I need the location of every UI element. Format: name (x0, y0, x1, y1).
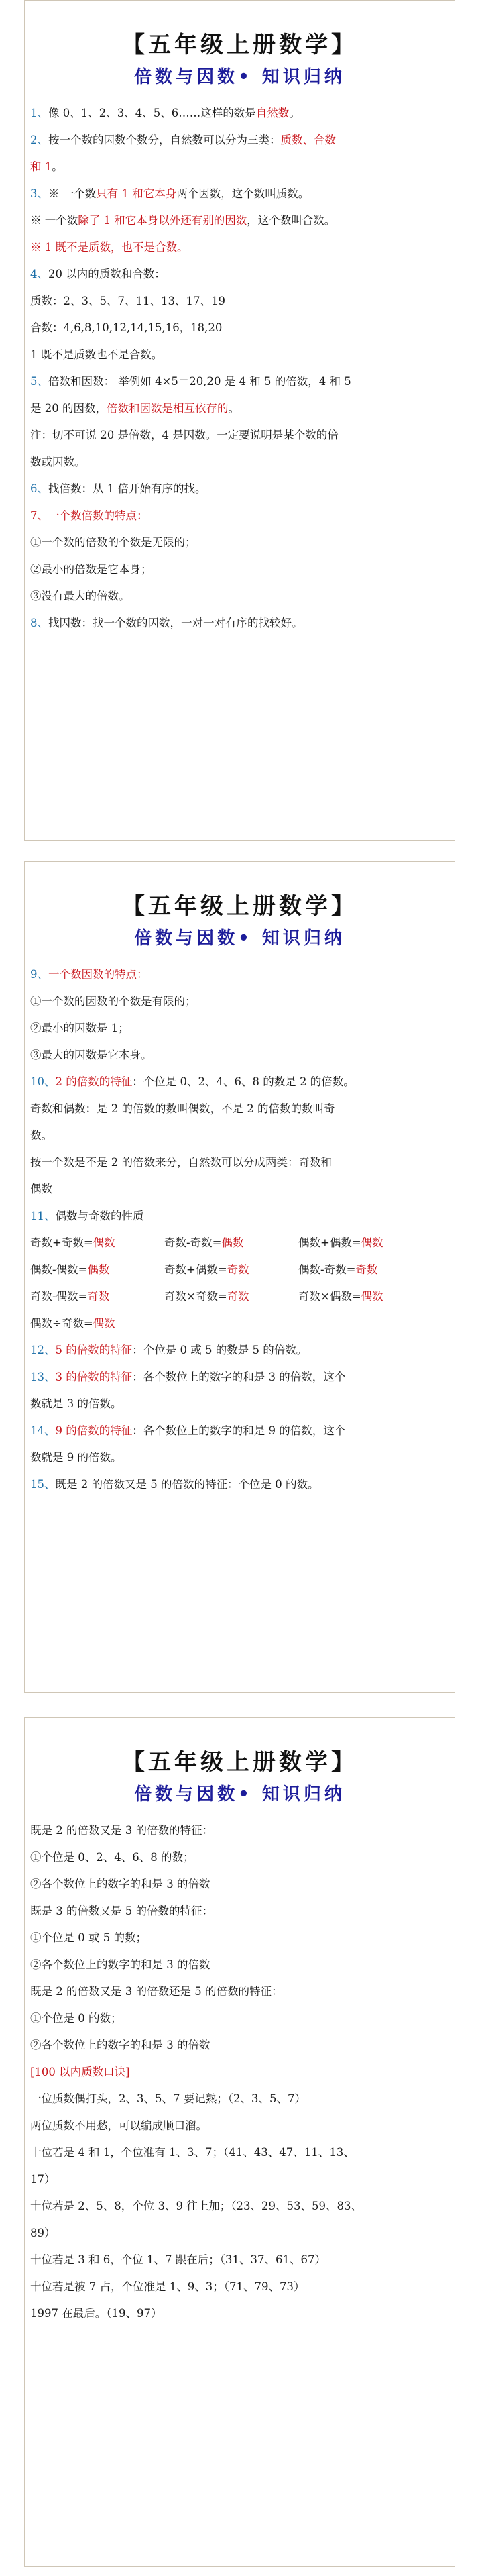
text-segment: ①个位是 0 或 5 的数； (30, 1931, 147, 1944)
highlight-text: 3 的倍数的特征 (55, 1371, 133, 1383)
text-segment: 既是 2 的倍数又是 3 的倍数的特征： (30, 1824, 213, 1837)
text-line (30, 207, 449, 234)
text-segment: 奇数×偶数= (298, 1290, 361, 1303)
property-cell (164, 1230, 298, 1256)
text-segment: 倍数和因数： 举例如 4×5＝20,20 是 4 和 5 的倍数，4 和 5 (48, 375, 351, 388)
text-segment: ②最小的倍数是它本身； (30, 563, 152, 576)
text-segment: 偶数-奇数= (298, 1263, 356, 1276)
text-line (30, 502, 449, 529)
item-number: 15、 (30, 1478, 56, 1491)
item-number: 11、 (30, 1210, 56, 1222)
text-segment: ：各个数位上的数字的和是 9 的倍数，这个 (132, 1424, 346, 1437)
card-subtitle: 倍数与因数• 知识归纳 (134, 1784, 345, 1805)
card-header (30, 862, 449, 952)
item-number: 6、 (30, 482, 48, 495)
text-segment: 偶数÷奇数= (30, 1317, 93, 1330)
text-segment: ※ 一个数 (48, 187, 97, 200)
text-segment: ②各个数位上的数字的和是 3 的倍数 (30, 2039, 210, 2051)
text-line (30, 2059, 449, 2086)
highlight-text: 除了 1 和它本身以外还有别的因数 (78, 214, 247, 227)
text-segment: 奇数-偶数= (30, 1290, 88, 1303)
card-body (30, 100, 449, 637)
text-segment: 既是 2 的倍数又是 3 的倍数还是 5 的倍数的特征： (30, 1985, 283, 1998)
highlight-text: [100 以内质数口诀] (30, 2065, 130, 2078)
property-row (30, 1256, 449, 1283)
text-line (30, 1817, 449, 1844)
text-segment: 一位质数偶打头，2、3、5、7 要记熟；（2、3、5、7） (30, 2092, 306, 2105)
text-line (30, 127, 449, 154)
text-segment: 偶数 (30, 1183, 52, 1195)
text-line (30, 2032, 449, 2059)
text-segment: 20 以内的质数和合数： (48, 268, 166, 280)
text-segment: ※ 一个数 (30, 214, 78, 227)
text-segment: ②最小的因数是 1； (30, 1022, 129, 1034)
item-number: 5、 (30, 375, 48, 388)
text-line (30, 556, 449, 583)
text-segment: 。 (228, 402, 239, 415)
text-segment: ③最大的因数是它本身。 (30, 1049, 152, 1061)
text-segment: 两位质数不用愁，可以编成顺口溜。 (30, 2119, 207, 2132)
item-number: 12、 (30, 1344, 56, 1356)
text-segment: 两个因数，这个数叫质数。 (176, 187, 310, 200)
text-segment: 89） (30, 2226, 56, 2239)
text-line (30, 529, 449, 556)
item-number: 4、 (30, 268, 48, 280)
item-number: 9、 (30, 968, 48, 981)
card-subtitle: 倍数与因数• 知识归纳 (134, 928, 345, 949)
text-line (30, 1471, 449, 1498)
property-cell (298, 1256, 432, 1283)
text-line (30, 1095, 449, 1122)
text-segment: 找倍数：从 1 倍开始有序的找。 (48, 482, 206, 495)
text-line (30, 2273, 449, 2300)
card-2 (24, 861, 455, 1693)
text-line (30, 988, 449, 1015)
text-segment: 十位若是 3 和 6，个位 1、7 跟在后；（31、37、61、67） (30, 2253, 326, 2266)
text-line (30, 583, 449, 610)
text-line (30, 1015, 449, 1042)
card-header (30, 1718, 449, 1808)
highlight-text: 只有 1 和它本身 (96, 187, 177, 200)
text-segment: 按一个数的因数个数分，自然数可以分为三类： (48, 133, 281, 146)
text-line (30, 2005, 449, 2032)
highlight-text: 奇数 (355, 1263, 378, 1276)
text-line (30, 476, 449, 502)
highlight-text: 7、一个数倍数的特点： (30, 509, 148, 522)
text-line (30, 1364, 449, 1391)
text-segment: 17） (30, 2173, 56, 2186)
property-cell (30, 1230, 164, 1256)
highlight-text: 偶数 (361, 1290, 383, 1303)
text-line (30, 2220, 449, 2247)
text-segment: 质数：2、3、5、7、11、13、17、19 (30, 294, 225, 307)
text-segment: 合数：4,6,8,10,12,14,15,16，18,20 (30, 321, 223, 334)
text-line (30, 1203, 449, 1230)
text-segment: 既是 2 的倍数又是 5 的倍数的特征：个位是 0 的数。 (55, 1478, 319, 1491)
text-line (30, 961, 449, 988)
text-segment: 既是 3 的倍数又是 5 的倍数的特征： (30, 1904, 213, 1917)
text-line (30, 180, 449, 207)
text-segment: 数就是 3 的倍数。 (30, 1397, 122, 1410)
item-number: 1、 (30, 107, 48, 119)
text-segment: 数或因数。 (30, 455, 86, 468)
text-segment: 数就是 9 的倍数。 (30, 1451, 122, 1464)
item-number: 3、 (30, 187, 48, 200)
text-line (30, 449, 449, 476)
text-line (30, 2166, 449, 2193)
text-segment: ①一个数的倍数的个数是无限的； (30, 536, 196, 549)
item-number: 10、 (30, 1075, 56, 1088)
text-segment: ①个位是 0、2、4、6、8 的数； (30, 1851, 194, 1864)
text-line (30, 2112, 449, 2139)
text-line (30, 261, 449, 288)
text-line (30, 422, 449, 449)
text-segment: 是 20 的因数， (30, 402, 107, 415)
highlight-text: 自然数 (255, 107, 290, 119)
text-line (30, 368, 449, 395)
text-line (30, 395, 449, 422)
property-cell (298, 1283, 432, 1310)
text-segment: 1997 在最后。（19、97） (30, 2307, 162, 2320)
text-line (30, 2086, 449, 2112)
highlight-text: 一个数因数的特点： (48, 968, 148, 981)
highlight-text: 偶数 (221, 1236, 244, 1249)
text-segment: 偶数-偶数= (30, 1263, 88, 1276)
card-title: 【五年级上册数学】 (122, 1749, 357, 1776)
text-segment: 找因数：找一个数的因数，一对一对有序的找较好。 (48, 616, 303, 629)
item-number: 13、 (30, 1371, 56, 1383)
text-line (30, 610, 449, 637)
text-line (30, 1391, 449, 1417)
text-segment: 注：切不可说 20 是倍数，4 是因数。一定要说明是某个数的倍 (30, 429, 339, 441)
highlight-text: 5 的倍数的特征 (55, 1344, 133, 1356)
text-segment: 十位若是 4 和 1，个位准有 1、3、7；（41、43、47、11、13、 (30, 2146, 355, 2159)
card-title: 【五年级上册数学】 (122, 893, 357, 920)
text-line (30, 1176, 449, 1203)
property-cell (164, 1283, 298, 1310)
text-segment: ：个位是 0、2、4、6、8 的数是 2 的倍数。 (132, 1075, 355, 1088)
property-cell (298, 1230, 432, 1256)
text-line (30, 2247, 449, 2273)
card-title: 【五年级上册数学】 (122, 32, 357, 58)
text-segment: 按一个数是不是 2 的倍数来分，自然数可以分成两类：奇数和 (30, 1156, 332, 1169)
text-segment: 奇数+偶数= (164, 1263, 227, 1276)
text-segment: 数。 (30, 1129, 52, 1142)
text-segment: 奇数和偶数：是 2 的倍数的数叫偶数，不是 2 的倍数的数叫奇 (30, 1102, 335, 1115)
property-cell (30, 1256, 164, 1283)
text-line (30, 1978, 449, 2005)
text-segment: 奇数+奇数= (30, 1236, 93, 1249)
text-segment: ①个位是 0 的数； (30, 2012, 122, 2025)
highlight-text: ※ 1 既不是质数，也不是合数。 (30, 241, 188, 254)
card-1 (24, 0, 455, 841)
highlight-text: 偶数 (87, 1263, 110, 1276)
text-segment: 偶数与奇数的性质 (55, 1210, 144, 1222)
highlight-text: 和 1 (30, 160, 52, 173)
item-number: 2、 (30, 133, 48, 146)
text-segment: ③没有最大的倍数。 (30, 590, 130, 602)
text-segment: ，这个数叫合数。 (247, 214, 336, 227)
highlight-text: 偶数 (93, 1317, 115, 1330)
text-segment: 奇数×奇数= (164, 1290, 227, 1303)
text-segment: ①一个数的因数的个数是有限的； (30, 995, 196, 1008)
property-row (30, 1283, 449, 1310)
card-header (30, 1, 449, 91)
card-3 (24, 1717, 455, 2567)
text-line (30, 1337, 449, 1364)
text-segment: 。 (289, 107, 300, 119)
property-row (30, 1230, 449, 1256)
text-line (30, 2193, 449, 2220)
text-line (30, 2139, 449, 2166)
text-line (30, 288, 449, 315)
text-segment: 十位若是被 7 占，个位准是 1、9、3；（71、79、73） (30, 2280, 305, 2293)
text-line (30, 1122, 449, 1149)
highlight-text: 9 的倍数的特征 (55, 1424, 133, 1437)
text-line (30, 1951, 449, 1978)
text-line (30, 1925, 449, 1951)
text-segment: ②各个数位上的数字的和是 3 的倍数 (30, 1958, 210, 1971)
property-cell (164, 1256, 298, 1283)
text-line (30, 1069, 449, 1095)
text-line (30, 1444, 449, 1471)
text-line (30, 1417, 449, 1444)
item-number: 14、 (30, 1424, 56, 1437)
text-line (30, 1871, 449, 1898)
card-body (30, 1817, 449, 2327)
text-segment: 1 既不是质数也不是合数。 (30, 348, 163, 361)
highlight-text: 偶数 (93, 1236, 115, 1249)
text-segment: ：个位是 0 或 5 的数是 5 的倍数。 (132, 1344, 308, 1356)
item-number: 8、 (30, 616, 48, 629)
highlight-text: 2 的倍数的特征 (55, 1075, 133, 1088)
highlight-text: 质数、合数 (280, 133, 336, 146)
property-cell (30, 1283, 164, 1310)
text-line (30, 2300, 449, 2327)
card-subtitle: 倍数与因数• 知识归纳 (134, 67, 345, 87)
text-line (30, 1310, 449, 1337)
text-line (30, 100, 449, 127)
card-body (30, 961, 449, 1498)
text-line (30, 315, 449, 341)
highlight-text: 奇数 (227, 1263, 249, 1276)
text-segment: 十位若是 2、5、8，个位 3、9 往上加；（23、29、53、59、83、 (30, 2200, 362, 2212)
highlight-text: 倍数和因数是相互依存的 (107, 402, 229, 415)
text-segment: 。 (52, 160, 63, 173)
highlight-text: 偶数 (361, 1236, 383, 1249)
text-line (30, 1898, 449, 1925)
text-line (30, 1149, 449, 1176)
highlight-text: 奇数 (87, 1290, 110, 1303)
text-line (30, 154, 449, 180)
text-segment: 偶数+偶数= (298, 1236, 361, 1249)
text-segment: ：各个数位上的数字的和是 3 的倍数，这个 (132, 1371, 346, 1383)
text-line (30, 341, 449, 368)
text-segment: 奇数-奇数= (164, 1236, 222, 1249)
text-segment: ②各个数位上的数字的和是 3 的倍数 (30, 1878, 210, 1890)
text-line (30, 1844, 449, 1871)
text-line (30, 234, 449, 261)
highlight-text: 奇数 (227, 1290, 249, 1303)
text-segment: 像 0、1、2、3、4、5、6……这样的数是 (48, 107, 256, 119)
text-line (30, 1042, 449, 1069)
